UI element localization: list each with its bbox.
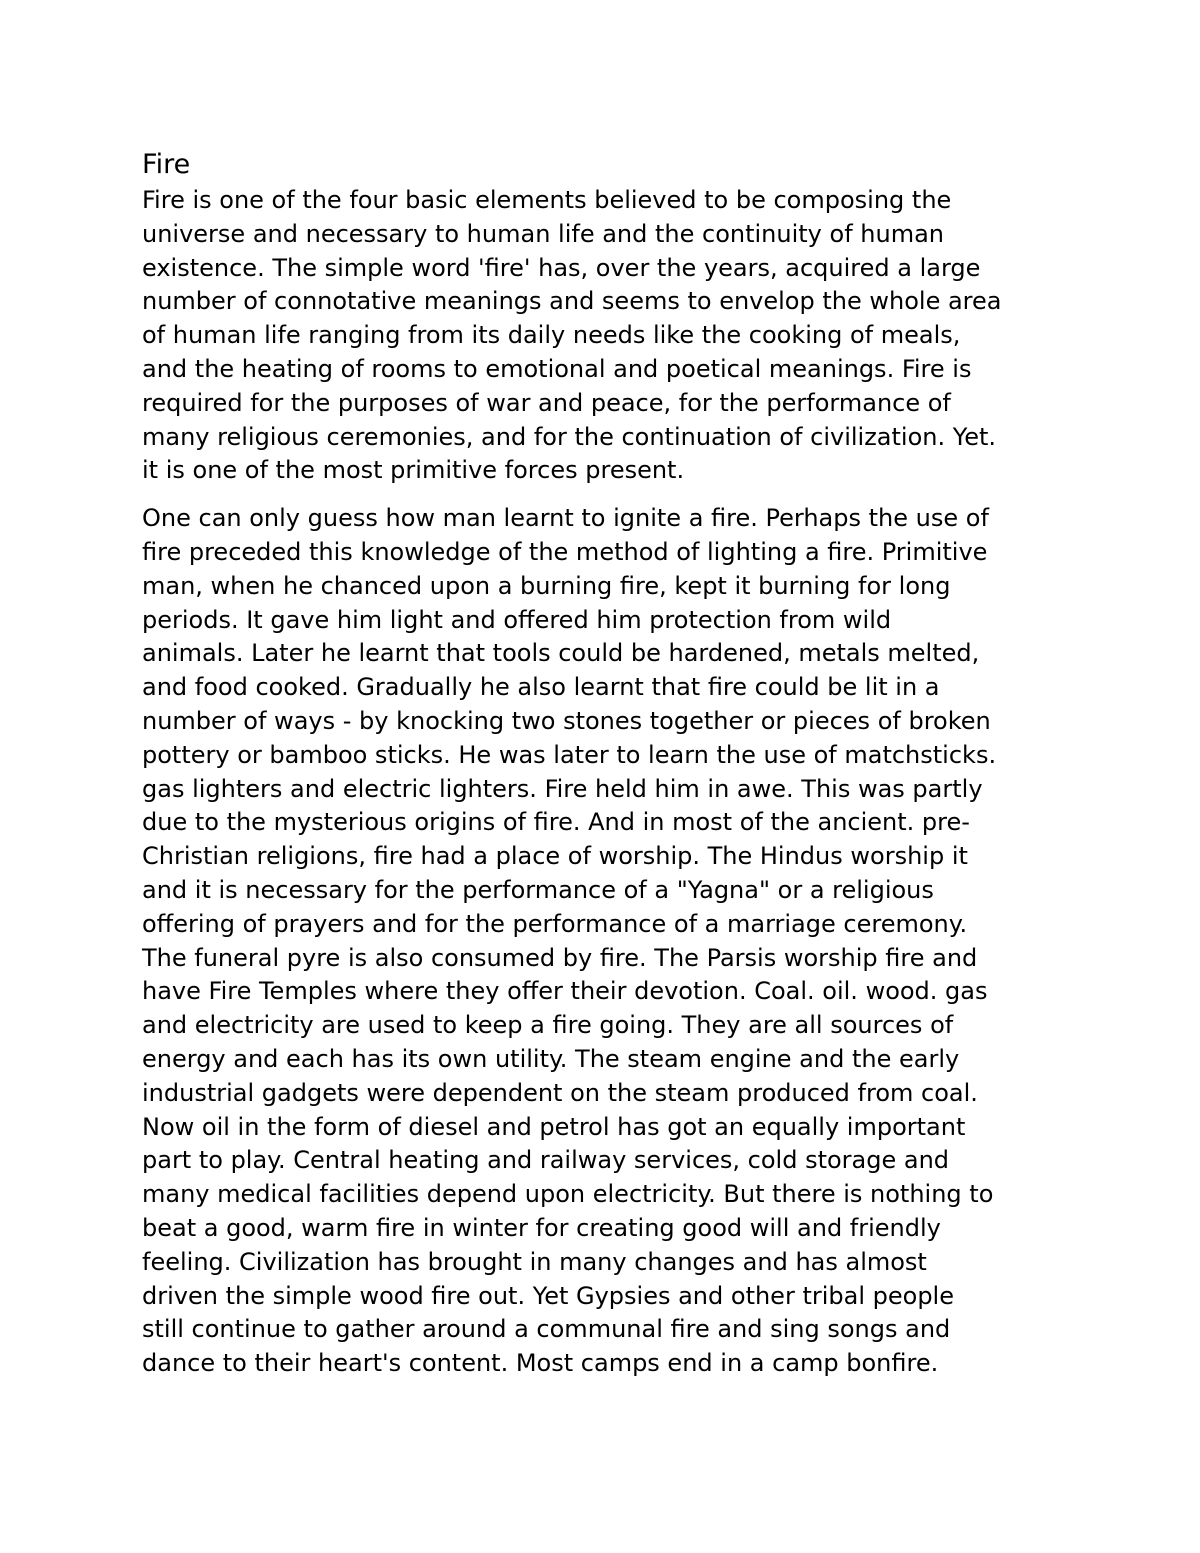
paragraph-line: animals. Later he learnt that tools could be hardened, metals melted, [142,639,980,668]
paragraph-line: periods. It gave him light and offered him protection from wild [142,605,892,634]
document-title: Fire [142,149,191,180]
paragraph-line: pottery or bamboo sticks. He was later to learn the use of matchsticks. [142,740,997,769]
paragraph-line: fire preceded this knowledge of the method of lighting a fire. Primitive [142,537,988,566]
paragraph-line: part to play. Central heating and railway services, cold storage and [142,1146,950,1175]
paragraph-line: offering of prayers and for the performance of a marriage ceremony. [142,909,968,938]
paragraph-line: dance to their heart's content. Most camps end in a camp bonfire. [142,1349,939,1378]
paragraph-line: and food cooked. Gradually he also learnt that fire could be lit in a [142,673,940,702]
paragraph-2 [142,502,1058,1381]
paragraph-line: many religious ceremonies, and for the continuation of civilization. Yet. [142,422,997,451]
paragraph-line: number of connotative meanings and seems to envelop the whole area [142,287,1002,316]
paragraph-line: industrial gadgets were dependent on the steam produced from coal. [142,1078,978,1107]
paragraph-line: due to the mysterious origins of fire. And in most of the ancient. pre- [142,808,970,837]
paragraph-line: Christian religions, fire had a place of worship. The Hindus worship it [142,842,968,871]
paragraph-line: and it is necessary for the performance of a "Yagna" or a religious [142,875,934,904]
paragraph-line: and electricity are used to keep a fire going. They are all sources of [142,1011,954,1040]
paragraph-line: have Fire Temples where they offer their devotion. Coal. oil. wood. gas [142,977,988,1006]
paragraph-line: number of ways - by knocking two stones together or pieces of broken [142,706,991,735]
paragraph-line: existence. The simple word 'fire' has, over the years, acquired a large [142,253,981,282]
paragraph-line: energy and each has its own utility. The steam engine and the early [142,1044,960,1073]
paragraph-line: feeling. Civilization has brought in many changes and has almost [142,1247,927,1276]
paragraph-line: beat a good, warm fire in winter for creating good will and friendly [142,1213,941,1242]
paragraph-line: Fire is one of the four basic elements believed to be composing the [142,186,952,214]
paragraph-line: Now oil in the form of diesel and petrol has got an equally important [142,1112,966,1141]
paragraph-line: required for the purposes of war and peace, for the performance of [142,388,951,417]
paragraph-line: man, when he chanced upon a burning fire, kept it burning for long [142,571,951,600]
paragraph-line: One can only guess how man learnt to ignite a fire. Perhaps the use of [142,504,989,533]
paragraph-line: The funeral pyre is also consumed by fire. The Parsis worship fire and [142,943,978,972]
paragraph-line: driven the simple wood fire out. Yet Gypsies and other tribal people [142,1281,954,1310]
document-body [142,146,1058,1381]
paragraph-line: of human life ranging from its daily needs like the cooking of meals, [142,321,961,350]
paragraph-line: many medical facilities depend upon electricity. But there is nothing to [142,1180,994,1209]
paragraph-line: gas lighters and electric lighters. Fire held him in awe. This was partly [142,774,983,803]
paragraph-1 [142,184,1058,488]
paragraph-line: still continue to gather around a communal fire and sing songs and [142,1315,951,1344]
paragraph-line: universe and necessary to human life and the continuity of human [142,219,944,248]
paragraph-line: and the heating of rooms to emotional and poetical meanings. Fire is [142,354,972,383]
paragraph-line: it is one of the most primitive forces present. [142,456,685,485]
